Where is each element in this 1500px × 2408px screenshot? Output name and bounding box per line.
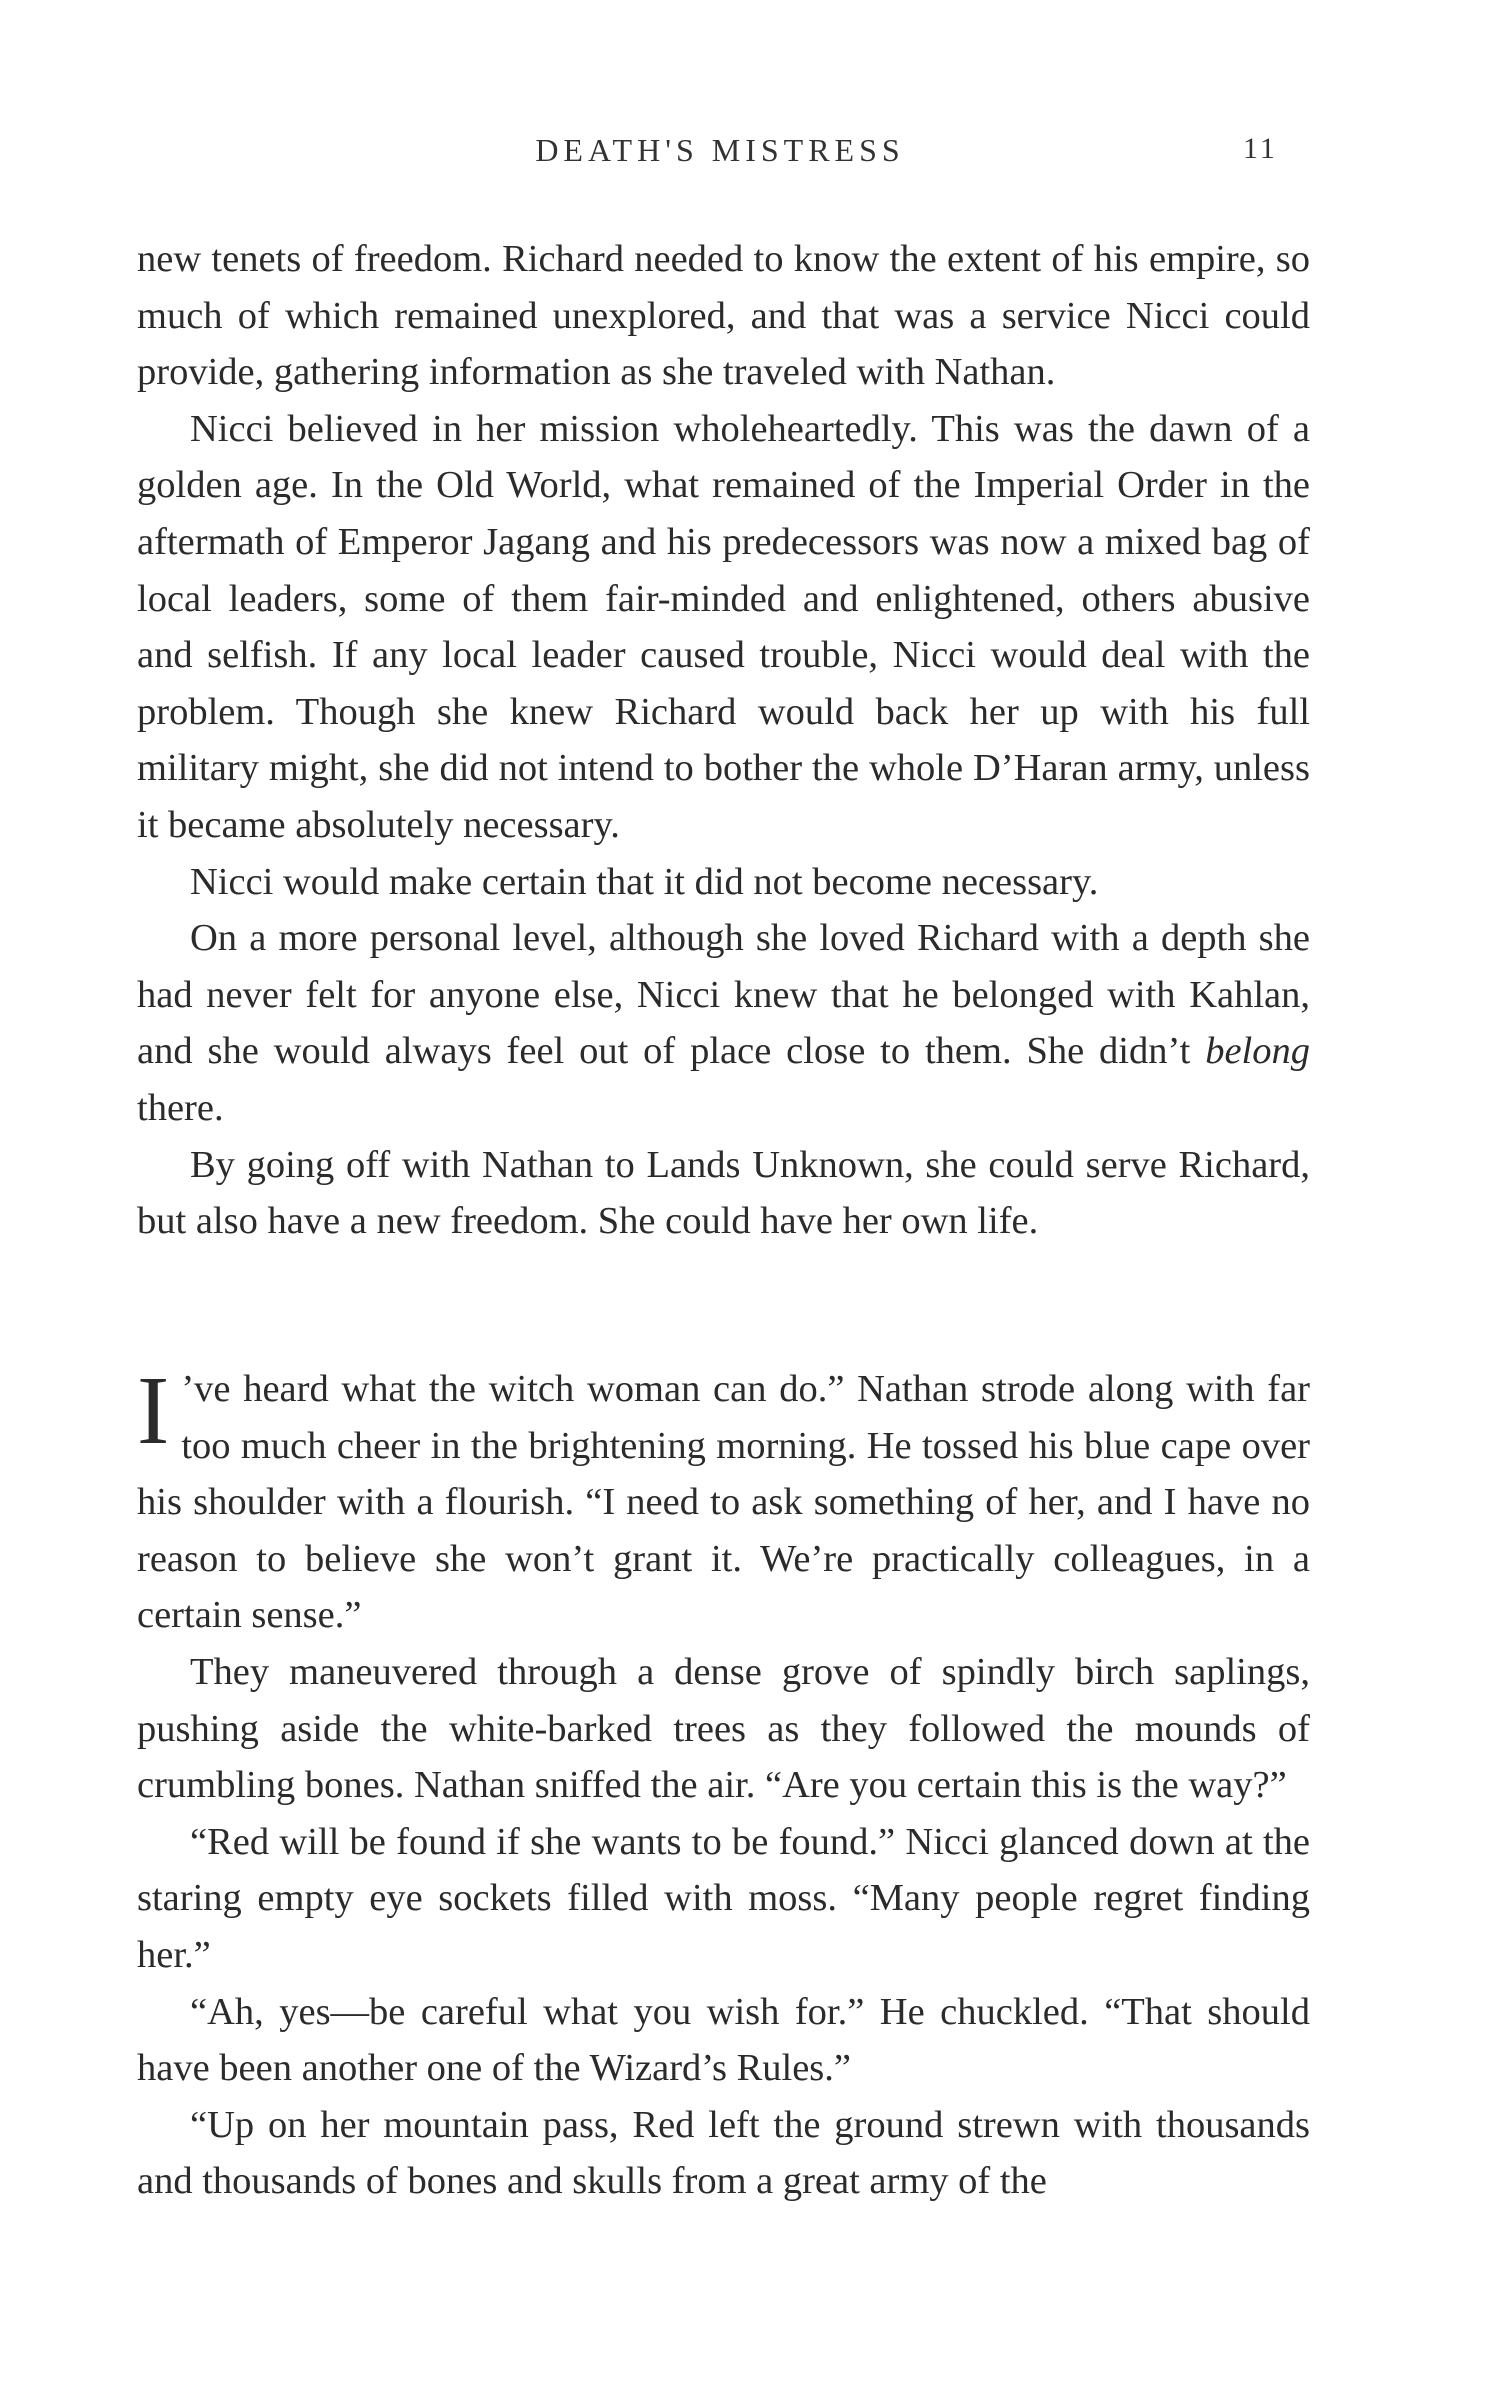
paragraph-with-drop-cap [137,1357,1310,1644]
paragraph-text: there. [137,1086,224,1129]
paragraph: “Up on her mountain pass, Red left the ground strewn with thousands and thousands of bones and skulls from a great army of the [137,2103,1310,2203]
text-section-one [137,231,1310,1250]
paragraph: Nicci would make certain that it did not become necessary. [190,860,1099,903]
emphasized-word: belong [1205,1030,1310,1073]
running-title: DEATH'S MISTRESS [535,132,905,168]
paragraph: They maneuvered through a dense grove of spindly birch saplings, pushing aside the white-barked trees as they followed the mounds of crumbling bones. Nathan sniffed the air. “Are you certain this is the way?” [137,1650,1310,1807]
running-head [0,132,1500,182]
paragraph-text: ’ve heard what the witch woman can do.” Nathan strode along with far too much cheer in the brightening morning. He tossed his blue cape over his shoulder with a flourish. “I need to ask something of her, and I have no reason to believe she won’t grant it. We’re practically colleagues, in a certain sense.” [137,1368,1310,1637]
paragraph: “Red will be found if she wants to be found.” Nicci glanced down at the staring empty eye sockets filled with moss. “Many people regret finding her.” [137,1820,1310,1976]
paragraph: By going off with Nathan to Lands Unknown, she could serve Richard, but also have a new freedom. She could have her own life. [137,1143,1310,1243]
paragraph: “Ah, yes—be careful what you wish for.” He chuckled. “That should have been another one of the Wizard’s Rules.” [137,1990,1310,2090]
text-section-two [137,1357,1310,2210]
paragraph-text: On a more personal level, although she loved Richard with a depth she had never felt for anyone else, Nicci knew that he belonged with Kahlan, and she would always feel out of place close to them. She didn’t [137,917,1310,1073]
paragraph: Nicci believed in her mission wholeheartedly. This was the dawn of a golden age. In the Old World, what remained of the Imperial Order in the aftermath of Emperor Jagang and his predecessors was now a mixed bag of local leaders, some of them fair-minded and enlightened, others abusive and selfish. If any local leader caused trouble, Nicci would deal with the problem. Though she knew Richard would back her up with his full military might, she did not intend to bother the whole D’Haran army, unless it became absolutely necessary. [137,407,1310,846]
drop-cap: I [137,1357,170,1464]
page-number: 11 [1243,132,1278,165]
paragraph: new tenets of freedom. Richard needed to know the extent of his empire, so much of which remained unexplored, and that was a service Nicci could provide, gathering information as she traveled with Nathan. [137,238,1310,394]
paragraph [137,910,1310,1136]
